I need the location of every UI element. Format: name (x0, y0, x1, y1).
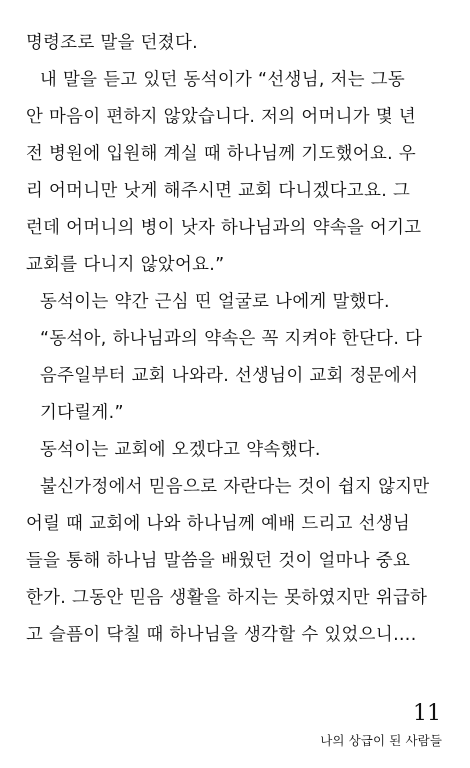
text-line: 불신가정에서 믿음으로 자란다는 것이 쉽지 않지만 (40, 477, 430, 497)
text-line: 어릴 때 교회에 나와 하나님께 예배 드리고 선생님 (26, 514, 411, 534)
text-line: 내 말을 듣고 있던 동석이가 “선생님, 저는 그동 (40, 70, 406, 90)
text-line: 전 병원에 입원해 계실 때 하나님께 기도했어요. 우 (26, 144, 417, 164)
text-line: 명령조로 말을 던졌다. (26, 33, 198, 53)
page-number: 11 (413, 701, 441, 726)
running-title: 나의 상급이 된 사람들 (320, 733, 442, 748)
text-line: 기다릴게.” (40, 403, 124, 423)
body-text (26, 25, 450, 654)
text-line: 고 슬픔이 닥칠 때 하나님을 생각할 수 있었으니…. (26, 625, 417, 645)
text-line: 안 마음이 편하지 않았습니다. 저의 어머니가 몇 년 (26, 107, 417, 127)
text-line: “동석아, 하나님과의 약속은 꼭 지켜야 한단다. 다 (40, 329, 423, 349)
text-line: 들을 통해 하나님 말씀을 배웠던 것이 얼마나 중요 (26, 551, 411, 571)
text-line: 한가. 그동안 믿음 생활을 하지는 못하였지만 위급하 (26, 588, 428, 608)
text-line: 동석이는 약간 근심 띤 얼굴로 나에게 말했다. (40, 292, 390, 312)
text-line: 음주일부터 교회 나와라. 선생님이 교회 정문에서 (40, 366, 419, 386)
text-line: 동석이는 교회에 오겠다고 약속했다. (40, 440, 321, 460)
text-line: 리 어머니만 낫게 해주시면 교회 다니겠다고요. 그 (26, 181, 411, 201)
text-line: 런데 어머니의 병이 낫자 하나님과의 약속을 어기고 (26, 218, 422, 238)
text-line: 교회를 다니지 않았어요.” (26, 255, 225, 275)
